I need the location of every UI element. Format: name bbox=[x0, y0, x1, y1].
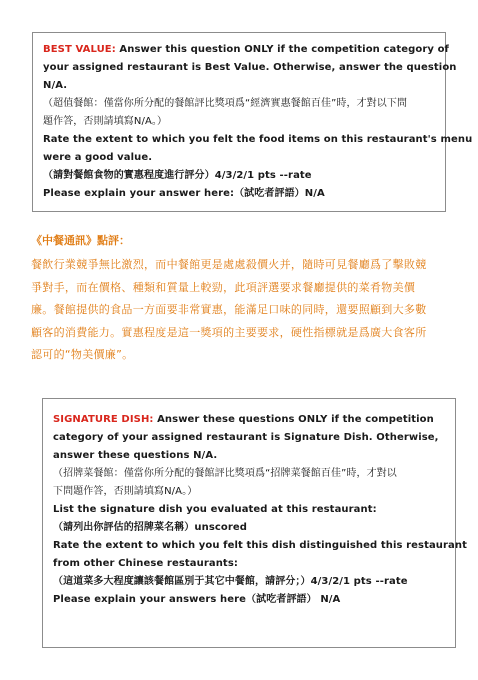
commentary-line-4: 顧客的消費能力。實惠程度是這一獎項的主要要求，硬性指標就是爲廣大食客所 bbox=[31, 325, 427, 339]
commentary-heading: 《中餐通訊》點評： bbox=[31, 234, 130, 247]
signature-list-answer: （請列出你評估的招牌菜名稱）unscored bbox=[53, 522, 248, 533]
best-value-explain: Please explain your answer here:（試吃者評語）N/A bbox=[43, 188, 325, 199]
signature-intro-line-3: answer these questions N/A. bbox=[53, 450, 218, 461]
signature-dish-box bbox=[42, 398, 468, 648]
best-value-intro-line-1: BEST VALUE: Answer this question ONLY if the competition category of bbox=[43, 44, 449, 55]
commentary-line-5: 認可的“物美價廉”。 bbox=[31, 348, 134, 361]
commentary-line-1: 餐飲行業競爭無比激烈，而中餐館更是處處殺價火并，隨時可見餐廳爲了擊敗競 bbox=[31, 258, 427, 271]
signature-list-question: List the signature dish you evaluated at this restaurant: bbox=[53, 504, 377, 515]
signature-rating: （這道菜多大程度讓該餐館區別于其它中餐館，請評分；）4/3/2/1 pts --rate bbox=[53, 576, 408, 587]
best-value-intro-zh-line-2: 題作答，否則請填寫N/A。） bbox=[43, 116, 168, 127]
best-value-box bbox=[32, 32, 473, 212]
signature-heading: SIGNATURE DISH: bbox=[53, 414, 154, 425]
signature-rate-question-line-2: from other Chinese restaurants: bbox=[53, 558, 238, 569]
best-value-question-line-2: were a good value. bbox=[43, 152, 153, 163]
best-value-intro-line-3: N/A. bbox=[43, 80, 68, 91]
commentary-line-2: 爭對手，而在價格、種類和質量上較勁，此項評選要求餐廳提供的菜肴物美價 bbox=[31, 280, 416, 294]
best-value-intro-zh-line-1: （超值餐館：僅當你所分配的餐館評比獎項爲“經濟實惠餐館百佳”時，才對以下問 bbox=[43, 98, 408, 109]
best-value-question-line-1: Rate the extent to which you felt the food items on this restaurant's menu bbox=[43, 134, 473, 145]
signature-intro-zh-line-2: 下問題作答，否則請填寫N/A。） bbox=[53, 486, 198, 497]
commentary-section bbox=[31, 232, 451, 367]
best-value-rating: （請對餐館食物的實惠程度進行評分）4/3/2/1 pts --rate bbox=[43, 170, 312, 181]
signature-explain: Please explain your answers here（試吃者評語） N/A bbox=[53, 594, 341, 605]
signature-intro-line-2: category of your assigned restaurant is Signature Dish. Otherwise, bbox=[53, 432, 439, 443]
best-value-intro-line-2: your assigned restaurant is Best Value. Otherwise, answer the question bbox=[43, 62, 457, 73]
signature-intro-line-1: SIGNATURE DISH: Answer these questions ONLY if the competition bbox=[53, 414, 434, 425]
signature-intro-zh-line-1: （招牌菜餐館：僅當你所分配的餐館評比獎項爲“招牌菜餐館百佳”時，才對以 bbox=[53, 468, 397, 479]
signature-rate-question-line-1: Rate the extent to which you felt this dish distinguished this restaurant bbox=[53, 540, 468, 551]
best-value-heading: BEST VALUE: bbox=[43, 44, 116, 55]
commentary-line-3: 廉。餐館提供的食品一方面要非常實惠，能滿足口味的同時，還要照顧到大多數 bbox=[31, 303, 427, 316]
